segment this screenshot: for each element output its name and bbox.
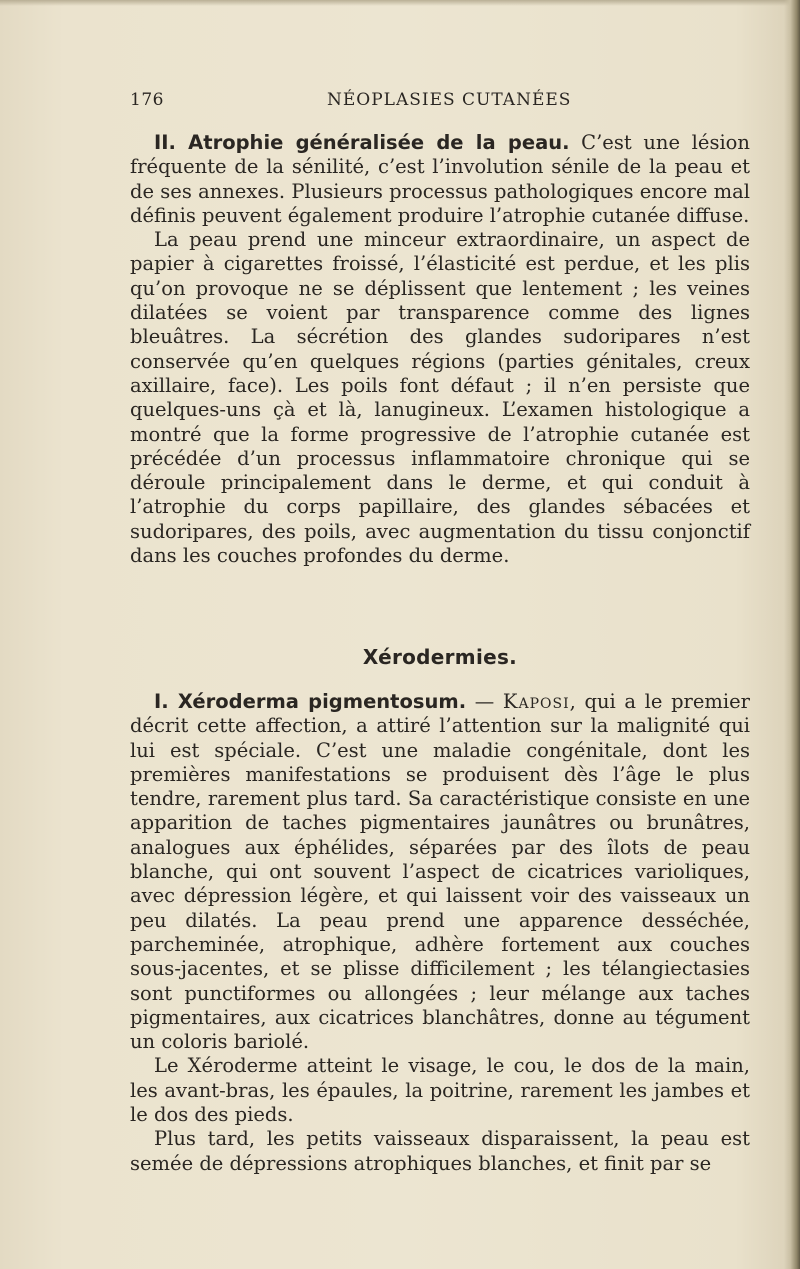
section-xerodermies — [130, 690, 750, 1176]
run-in-heading: I. Xéroderma pigmentosum. — [154, 690, 467, 713]
running-title: NÉOPLASIES CUTANÉES — [327, 90, 572, 110]
author-name: Kaposi — [502, 690, 570, 713]
paragraph — [130, 131, 750, 228]
paragraph: Le Xéroderme atteint le visage, le cou, le dos de la main, les avant-bras, les épaules, la poitrine, rarement les jambes et le dos des pieds. — [130, 1054, 750, 1127]
paragraph: La peau prend une minceur extraordinaire, un aspect de papier à cigarettes froissé, l’élasticité est perdue, et les plis qu’on provoque ne se déplissent que lentement ; les veines dilatées se voient par transparence comme des lignes bleuâtres. La sécrétion des glandes sudoripares n’est conservée qu’en quelques régions (parties génitales, creux axillaire, face). Les poils font défaut ; il n’en persiste que quelques-uns çà et là, lanugineux. L’examen histologique a montré que la forme progressive de l’atrophie cutanée est précédée d’un processus inflammatoire chronique qui se déroule principalement dans le derme, et qui conduit à l’atrophie du corps papillaire, des glandes sébacées et sudoripares, des poils, avec augmentation du tissu conjonctif dans les couches profondes du derme. — [130, 228, 750, 568]
paragraph — [130, 690, 750, 1054]
section-atrophie — [130, 131, 750, 568]
em-dash: — — [466, 690, 503, 713]
page-binding-edge — [784, 0, 800, 1269]
page-number: 176 — [130, 90, 164, 110]
section-heading: Xérodermies. — [362, 645, 518, 669]
paragraph-text: C’est une lésion fréquente de la sénilité, c’est l’involution sénile de la peau et de ses annexes. Plusieurs processus pathologiques encore mal définis peuvent également produire l’atrophie cutanée diffuse. — [130, 131, 750, 227]
page-header — [130, 90, 750, 118]
run-in-heading: II. Atrophie généralisée de la peau. — [154, 131, 570, 154]
page-top-edge — [0, 0, 800, 6]
paragraph: Plus tard, les petits vaisseaux disparaissent, la peau est semée de dépressions atrophiques blanches, et finit par se — [130, 1127, 750, 1175]
paragraph-text: , qui a le premier décrit cette affection, a attiré l’attention sur la malignité qui lui est spéciale. C’est une maladie congénitale, dont les premières manifestations se produisent dès l’âge le plus tendre, rarement plus tard. Sa caractéristique consiste en une apparition de taches pigmentaires jaunâtres ou brunâtres, analogues aux éphélides, séparées par des îlots de peau blanche, qui ont souvent l’aspect de cicatrices varioliques, avec dépression légère, et qui laissent voir des vaisseaux un peu dilatés. La peau prend une apparence desséchée, parcheminée, atrophique, adhère fortement aux couches sous-jacentes, et se plisse difficilement ; les télangiectasies sont punctiformes ou allongées ; leur mélange aux taches pigmentaires, aux cicatrices blanchâtres, donne au tégument un coloris bariolé. — [130, 690, 751, 1054]
